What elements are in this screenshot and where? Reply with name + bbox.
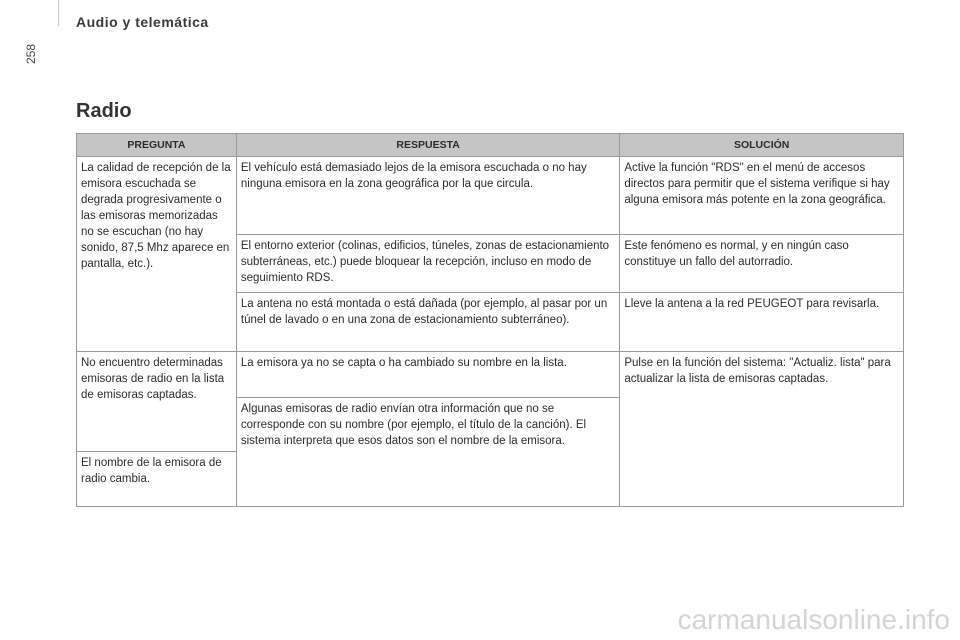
page-number: 258 bbox=[24, 43, 38, 64]
question-cell: El nombre de la emisora de radio cambia. bbox=[77, 452, 237, 507]
column-header-solucion: SOLUCIÓN bbox=[620, 134, 904, 157]
margin-rule bbox=[58, 0, 59, 26]
solution-cell: Pulse en la función del sistema: "Actualiz. lista" para actualizar la lista de emisoras captadas. bbox=[620, 352, 904, 507]
watermark: carmanualsonline.info bbox=[677, 604, 950, 635]
column-header-respuesta: RESPUESTA bbox=[236, 134, 619, 157]
answer-cell: La emisora ya no se capta o ha cambiado su nombre en la lista. bbox=[236, 352, 619, 398]
answer-cell: El vehículo está demasiado lejos de la emisora escuchada o no hay ninguna emisora en la zona geográfica por la que circula. bbox=[236, 157, 619, 235]
table-row bbox=[77, 352, 904, 398]
question-cell: La calidad de recepción de la emisora escuchada se degrada progresivamente o las emisoras memorizadas no se escuchan (no hay sonido, 87,5 Mhz aparece en pantalla, etc.). bbox=[77, 157, 237, 352]
table-header-row bbox=[77, 134, 904, 157]
section-header: Audio y telemática bbox=[76, 14, 209, 30]
solution-cell: Este fenómeno es normal, y en ningún caso constituye un fallo del autorradio. bbox=[620, 235, 904, 293]
table-row bbox=[77, 157, 904, 235]
solution-cell: Lleve la antena a la red PEUGEOT para revisarla. bbox=[620, 293, 904, 352]
answer-cell: Algunas emisoras de radio envían otra información que no se corresponde con su nombre (por ejemplo, el título de la canción). El sistema interpreta que esos datos son el nombre de la emisora. bbox=[236, 398, 619, 507]
answer-cell: El entorno exterior (colinas, edificios, túneles, zonas de estacionamiento subterráneas, etc.) puede bloquear la recepción, incluso en modo de seguimiento RDS. bbox=[236, 235, 619, 293]
column-header-pregunta: PREGUNTA bbox=[77, 134, 237, 157]
page-title: Radio bbox=[76, 100, 132, 122]
question-cell: No encuentro determinadas emisoras de radio en la lista de emisoras captadas. bbox=[77, 352, 237, 452]
solution-cell: Active la función "RDS" en el menú de accesos directos para permitir que el sistema verifique si hay alguna emisora más potente en la zona geográfica. bbox=[620, 157, 904, 235]
answer-cell: La antena no está montada o está dañada (por ejemplo, al pasar por un túnel de lavado o en una zona de estacionamiento subterráneo). bbox=[236, 293, 619, 352]
faq-table bbox=[76, 133, 904, 507]
